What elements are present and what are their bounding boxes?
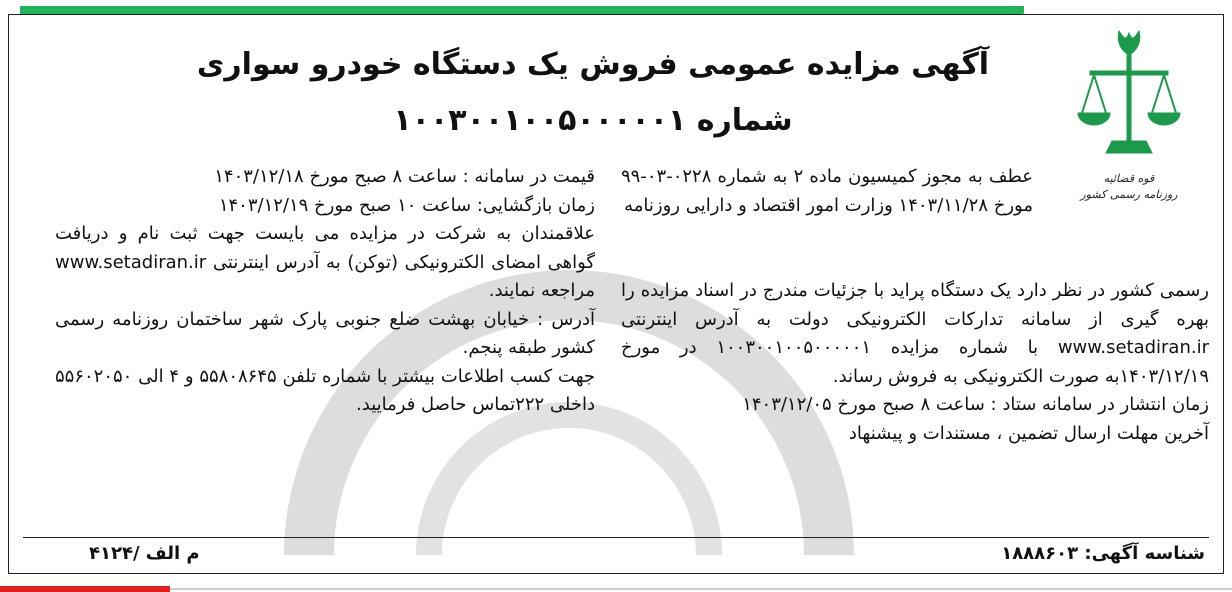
left-paragraph-2: زمان بازگشایی: ساعت ۱۰ صبح مورخ ۱۴۰۳/۱۲/۱۹ — [218, 194, 595, 216]
auction-number: شماره ۱۰۰۳۰۰۱۰۰۵۰۰۰۰۰۱ — [393, 103, 793, 138]
reference-code: م الف /۴۱۲۴ — [89, 543, 200, 564]
logo-line-1: قوه قضائیه — [1103, 172, 1155, 185]
right-paragraph-4: آخرین مهلت ارسال تضمین ، مستندات و پیشنهاد — [848, 422, 1209, 444]
left-paragraph-4: آدرس : خیابان بهشت ضلع جنوبی پارک شهر ساختمان روزنامه رسمی کشور طبقه پنجم. — [55, 308, 595, 358]
ad-id: شناسه آگهی: ۱۸۸۸۶۰۳ — [1001, 543, 1205, 564]
left-column — [55, 163, 595, 420]
left-paragraph-5: جهت کسب اطلاعات بیشتر با شماره تلفن ۵۵۸۰۸۶۴۵ و ۴ الی ۵۵۶۰۲۰۵۰ داخلی ۲۲۲تماس حاصل فرمایید. — [55, 365, 596, 415]
left-paragraph-1: قیمت در سامانه : ساعت ۸ صبح مورخ ۱۴۰۳/۱۲/۱۸ — [214, 166, 595, 187]
bottom-rule — [170, 588, 1232, 590]
right-paragraph-2: رسمی کشور در نظر دارد یک دستگاه پراید با جزئیات مندرج در اسناد مزایده را بهره گیری از سامانه تدارکات الکترونیکی دولت به آدرس اینترنتی www.setadiran.ir با شماره مزایده ۱۰۰۳۰۰۱۰۰۵۰۰۰۰۰۱ در مورخ ۱۴۰۳/۱۲/۱۹به صورت الکترونیکی به فروش رساند. — [621, 280, 1209, 387]
right-paragraph-1: عطف به مجوز کمیسیون ماده ۲ به شماره ۰۲۲۸-۰۳-۹۹ مورخ ۱۴۰۳/۱۱/۲۸ وزارت امور اقتصاد و دارایی روزنامه — [621, 166, 1033, 216]
notice-frame — [8, 14, 1224, 574]
scales-of-justice-icon — [1074, 21, 1184, 171]
bottom-red-bar — [0, 586, 170, 592]
logo-line-2: روزنامه رسمی کشور — [1080, 188, 1178, 201]
right-column-top — [621, 163, 1033, 220]
right-paragraph-3: زمان انتشار در سامانه ستاد : ساعت ۸ صبح مورخ ۱۴۰۳/۱۲/۰۵ — [742, 394, 1209, 415]
left-paragraph-3: علاقمندان به شرکت در مزایده می بایست جهت ثبت نام و دریافت گواهی امضای الکترونیکی (توکن) به آدرس اینترنتی www.setadiran.ir مراجعه نمایند. — [55, 223, 595, 301]
right-column-bottom — [621, 277, 1209, 448]
footer-divider — [23, 537, 1209, 538]
judiciary-logo — [1049, 21, 1209, 231]
notice-title: آگهی مزایده عمومی فروش یک دستگاه خودرو سواری — [196, 47, 990, 82]
